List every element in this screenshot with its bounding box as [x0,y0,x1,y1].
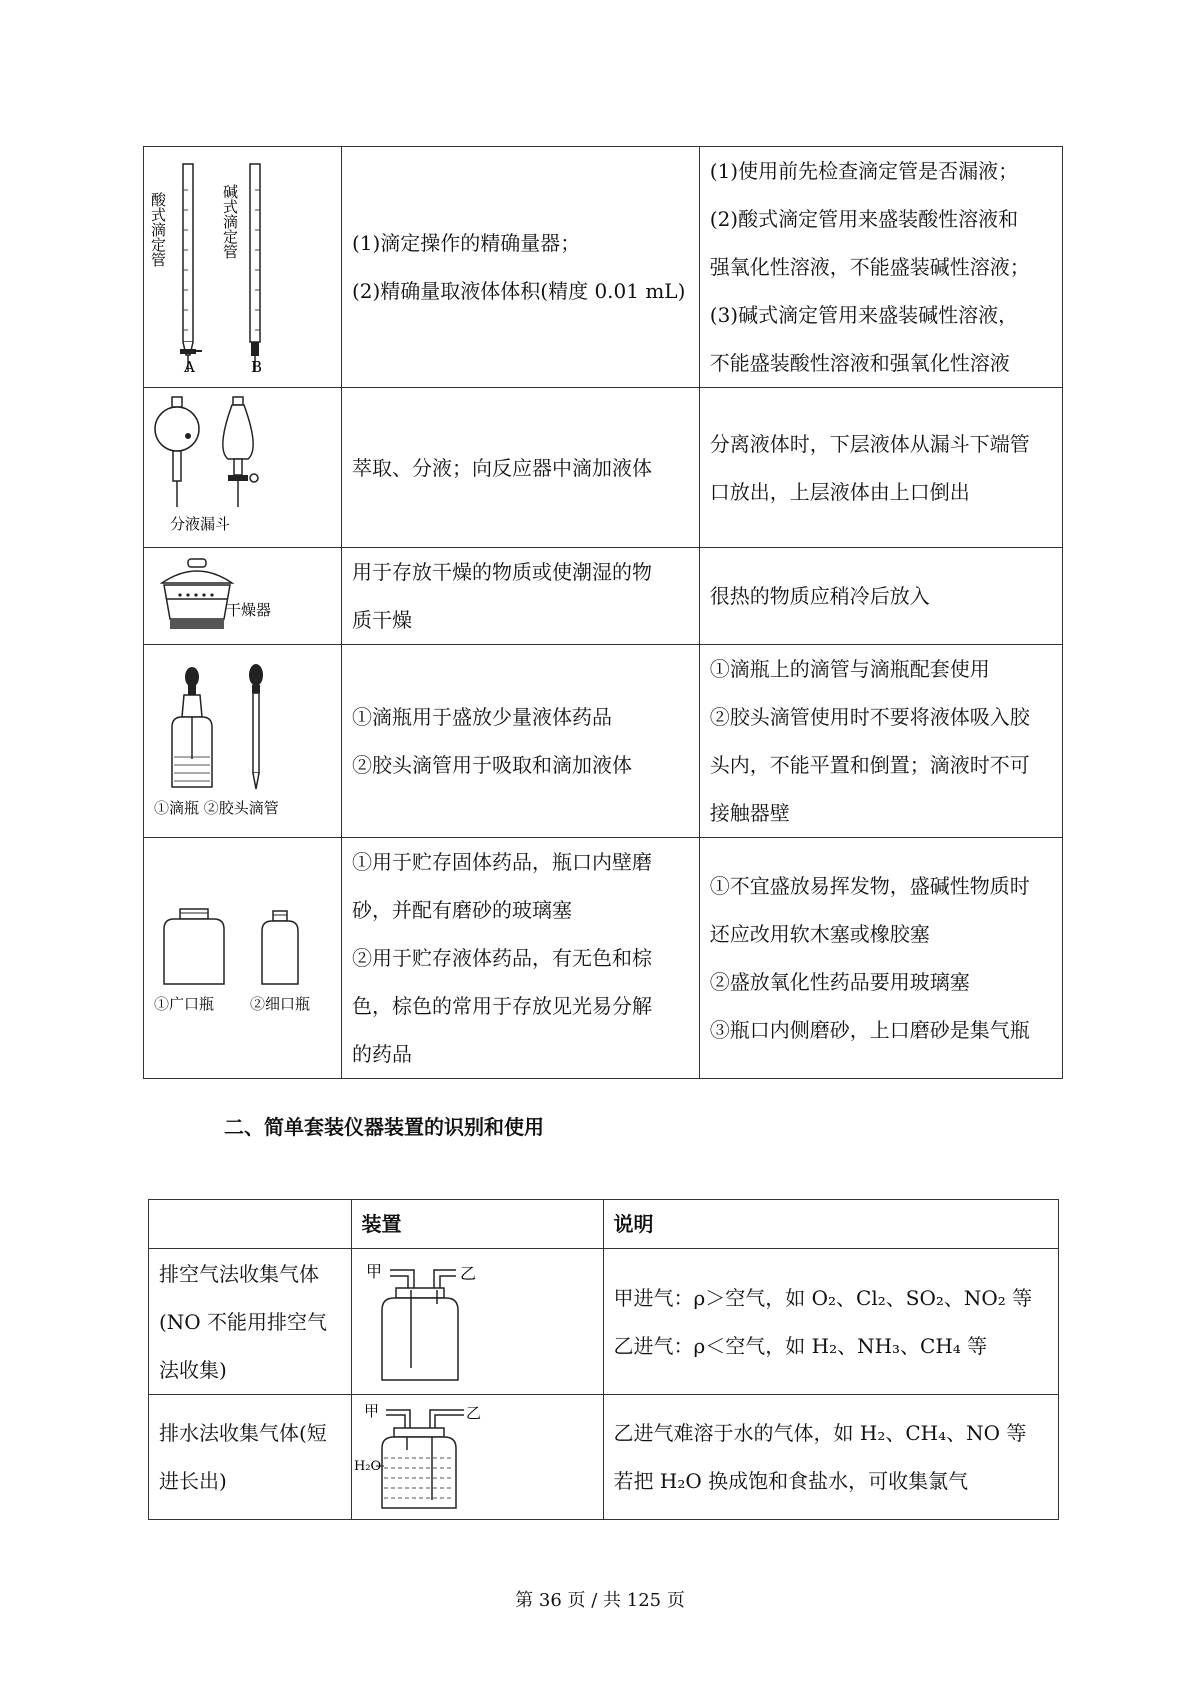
method-cell [149,1249,352,1395]
text-line: ①用于贮存固体药品，瓶口内壁磨 [351,850,652,874]
text-line: 的药品 [351,1042,412,1066]
table-header-row [149,1200,1059,1249]
text-line: 很热的物质应稍冷后放入 [709,584,930,608]
text-line: ③瓶口内侧磨砂，上口磨砂是集气瓶 [709,1018,1030,1042]
text-line: 色，棕色的常用于存放见光易分解 [351,994,652,1018]
notes-cell [699,838,1062,1079]
narrow-bottle-label: ②细口瓶 [250,995,311,1013]
section-heading: 二、简单套装仪器装置的识别和使用 [224,1115,544,1139]
text-line: (1)滴定操作的精确量器； [351,231,581,255]
water-label: H₂O [353,1458,381,1474]
text-line: ①不宜盛放易挥发物，盛碱性物质时 [709,874,1030,898]
text-line: 质干燥 [351,608,412,632]
use-cell [341,388,699,548]
use-cell [341,645,699,838]
text-line: 法收集) [159,1357,227,1382]
table-row [144,388,1063,548]
dropper-figure [144,645,342,838]
table-row [144,645,1063,838]
text-line: 还应改用软木塞或橡胶塞 [709,922,930,946]
text-line: (NO 不能用排空气 [159,1309,328,1334]
table-row [144,548,1063,645]
text-line: (2)精确量取液体体积(精度 0.01 mL) [351,279,686,303]
text-line: 强氧化性溶液，不能盛装碱性溶液； [709,255,1030,279]
text-line: 萃取、分液；向反应器中滴加液体 [351,455,652,480]
text-line: 分离液体时，下层液体从漏斗下端管 [709,431,1030,456]
use-cell [341,548,699,645]
dropper-illustration [144,647,340,836]
label-b: B [251,358,263,376]
text-line: 乙进气：ρ＜空气，如 H₂、NH₃、CH₄ 等 [613,1333,988,1358]
inlet-a-label: 甲 [363,1401,379,1420]
notes-cell [699,388,1062,548]
table-row [149,1395,1059,1520]
funnel-label: 分液漏斗 [170,514,231,533]
header-apparatus: 装置 [351,1200,603,1249]
water-collection-illustration [352,1396,602,1519]
burette-figure [144,147,342,388]
water-collection-figure [351,1395,603,1520]
text-line: 用于存放干燥的物质或使潮湿的物 [351,560,652,584]
page-footer: 第 36 页 / 共 125 页 [515,1590,685,1611]
reagent-bottle-illustration [144,839,340,1077]
notes-cell [603,1395,1058,1520]
header-notes: 说明 [603,1200,1058,1249]
inlet-a-label: 甲 [365,1261,382,1281]
text-line: (2)酸式滴定管用来盛装酸性溶液和 [709,207,1019,231]
base-burette-label: 碱式滴定管 [221,184,239,259]
text-line: ②盛放氧化性药品要用玻璃塞 [709,970,970,994]
air-collection-illustration [352,1250,602,1394]
use-cell [341,838,699,1079]
wide-bottle-label: ①广口瓶 [154,995,215,1013]
acid-burette-label: 酸式滴定管 [149,192,167,267]
table-row [144,838,1063,1079]
notes-cell [603,1249,1058,1395]
separatory-funnel-illustration [144,389,340,547]
text-line: 头内，不能平置和倒置；滴液时不可 [709,753,1030,777]
text-line: ①滴瓶上的滴管与滴瓶配套使用 [709,657,990,681]
apparatus-table [148,1199,1059,1520]
burette-illustration [144,150,340,384]
use-cell [341,147,699,388]
text-line: ②用于贮存液体药品，有无色和棕 [351,946,652,970]
dropper-label: ①滴瓶 ②胶头滴管 [154,798,279,817]
table-row [149,1249,1059,1395]
desiccator-figure [144,548,342,645]
table-row [144,147,1063,388]
label-a: A [184,358,195,376]
instrument-table [143,146,1063,1079]
text-line: 若把 H₂O 换成饱和食盐水，可收集氯气 [613,1469,969,1493]
notes-cell [699,548,1062,645]
text-line: ②胶头滴管使用时不要将液体吸入胶 [709,705,1030,729]
method-cell [149,1395,352,1520]
header-blank [149,1200,352,1249]
text-line: 不能盛装酸性溶液和强氧化性溶液 [709,351,1010,375]
desiccator-label: 干燥器 [226,600,272,619]
text-line: (3)碱式滴定管用来盛装碱性溶液， [709,303,1019,327]
text-line: 排空气法收集气体 [159,1261,319,1286]
air-collection-figure [351,1249,603,1395]
text-line: 进长出) [159,1469,227,1493]
text-line: 接触器壁 [709,801,790,825]
text-line: (1)使用前先检查滴定管是否漏液； [709,159,1019,183]
text-line: ②胶头滴管用于吸取和滴加液体 [351,753,632,777]
text-line: 乙进气难溶于水的气体，如 H₂、CH₄、NO 等 [613,1421,1027,1445]
text-line: 甲进气：ρ＞空气，如 O₂、Cl₂、SO₂、NO₂ 等 [613,1285,1033,1310]
text-line: 排水法收集气体(短 [159,1421,327,1445]
notes-cell [699,147,1062,388]
notes-cell [699,645,1062,838]
text-line: 砂，并配有磨砂的玻璃塞 [351,898,572,922]
inlet-b-label: 乙 [465,1403,481,1422]
text-line: ①滴瓶用于盛放少量液体药品 [351,705,612,729]
text-line: 口放出，上层液体由上口倒出 [709,479,970,504]
desiccator-illustration [144,549,340,644]
separatory-funnel-figure [144,388,342,548]
inlet-b-label: 乙 [459,1263,476,1283]
reagent-bottle-figure [144,838,342,1079]
